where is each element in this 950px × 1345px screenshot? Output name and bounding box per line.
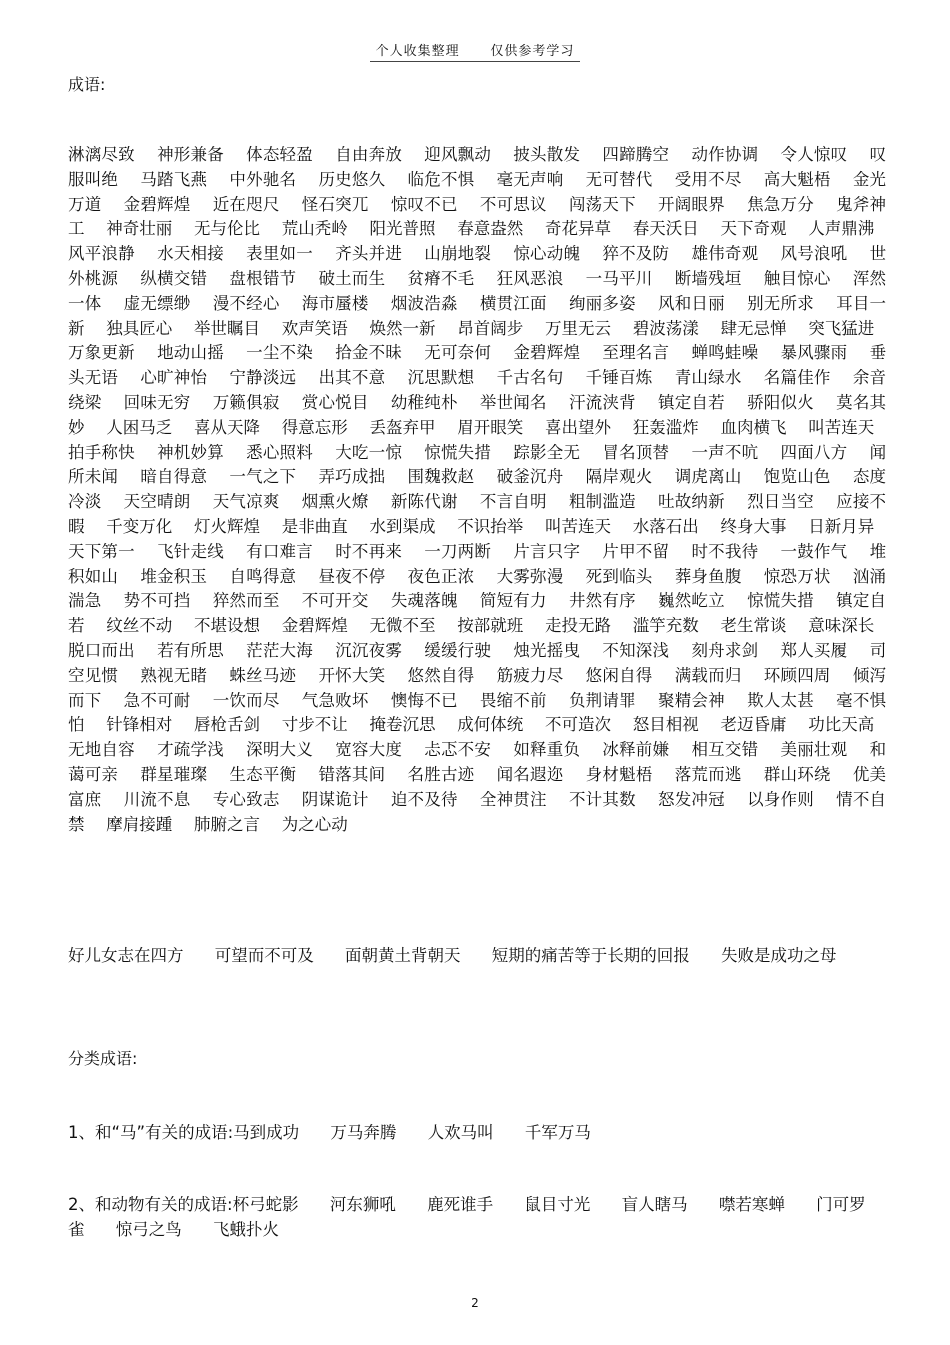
idiom: 受用不尽	[674, 169, 742, 189]
idiom: 纹丝不动	[106, 616, 173, 636]
idiom: 开怀大笑	[318, 665, 386, 685]
idiom: 粗制滥造	[568, 492, 636, 512]
idiom: 不知深浅	[602, 640, 670, 660]
category-idiom: 人欢马叫	[427, 1123, 494, 1142]
idiom: 悠闲自得	[585, 665, 653, 685]
idiom: 昂首阔步	[457, 318, 524, 338]
idiom: 眉开眼笑	[457, 417, 524, 437]
idiom: 功比天高	[808, 715, 875, 735]
idiom: 惊慌失措	[424, 442, 492, 462]
idiom: 不可开交	[301, 591, 369, 611]
idiom: 幼稚纯朴	[390, 392, 458, 412]
idiom: 自由奔放	[335, 145, 403, 164]
idiom: 水落石出	[632, 516, 699, 536]
idiom: 举世瞩目	[194, 318, 260, 338]
idiom: 毫无声响	[496, 169, 564, 189]
idiom: 意味深长	[808, 616, 875, 636]
idiom: 沉思默想	[407, 368, 475, 388]
idiom: 青山绿水	[674, 368, 742, 388]
idiom: 迫不及待	[390, 789, 458, 809]
idiom: 司空见惯	[68, 640, 887, 685]
idiom: 近在咫尺	[212, 194, 280, 214]
idiom: 终身大事	[720, 516, 787, 536]
idiom: 马踏飞燕	[140, 169, 208, 189]
idiom-list	[68, 143, 886, 837]
idiom: 日新月异	[808, 516, 875, 536]
idiom: 茫茫大海	[246, 640, 313, 660]
idiom: 围魏救赵	[407, 467, 475, 487]
idiom: 一刀两断	[424, 541, 492, 561]
idiom: 迎风飘动	[424, 145, 492, 164]
idiom: 时不我待	[691, 541, 759, 561]
saying: 面朝黄土背朝天	[345, 946, 461, 965]
idiom: 闻所未闻	[68, 442, 887, 487]
idiom: 以身作则	[747, 789, 814, 809]
idiom: 镇定自若	[68, 591, 887, 636]
idiom: 摩肩接踵	[106, 814, 173, 834]
idiom: 千锤百炼	[585, 368, 653, 388]
idiom: 千古名句	[496, 368, 564, 388]
idiom: 雄伟奇观	[691, 244, 759, 264]
idiom: 无可奈何	[424, 343, 492, 363]
idiom: 飞针走线	[157, 541, 224, 561]
idiom: 按部就班	[457, 616, 524, 636]
idiom: 环顾四周	[763, 665, 831, 685]
idiom: 不可造次	[545, 715, 611, 735]
idiom: 掩卷沉思	[369, 715, 436, 735]
category-idiom: 飞蛾扑火	[213, 1220, 279, 1239]
idiom: 势不可挡	[123, 591, 191, 611]
idiom: 负荆请罪	[568, 690, 636, 710]
idiom: 烟熏火燎	[301, 492, 369, 512]
idiom: 唇枪舌剑	[194, 715, 260, 735]
idiom: 刻舟求剑	[691, 640, 759, 660]
idiom: 惊慌失措	[747, 591, 814, 611]
idiom: 一鼓作气	[780, 541, 848, 561]
idiom: 拾金不昧	[335, 343, 403, 363]
idiom: 沉沉夜雾	[335, 640, 403, 660]
idiom: 宁静淡远	[229, 368, 297, 388]
idiom: 猝不及防	[602, 244, 670, 264]
idiom: 神奇壮丽	[106, 219, 173, 239]
idiom: 忐忑不安	[424, 740, 492, 760]
idiom: 专心致志	[212, 789, 280, 809]
idiom: 奇花异草	[545, 219, 611, 239]
category-label: 2、和动物有关的成语:	[68, 1195, 233, 1214]
idiom: 新陈代谢	[390, 492, 458, 512]
idiom: 老迈昏庸	[720, 715, 787, 735]
idiom: 不计其数	[568, 789, 636, 809]
idiom: 耳目一新	[68, 293, 887, 338]
idiom: 一气之下	[229, 467, 297, 487]
idiom: 漫不经心	[212, 293, 280, 313]
category-label: 1、和“马”有关的成语:	[68, 1123, 234, 1142]
idiom: 别无所求	[747, 293, 814, 313]
saying: 失败是成功之母	[721, 946, 837, 965]
idiom: 阳光普照	[369, 219, 436, 239]
category-idiom: 盲人瞎马	[621, 1195, 688, 1214]
idiom: 无可替代	[585, 169, 653, 189]
idiom: 叫苦连天	[808, 417, 875, 437]
idiom: 金光万道	[68, 169, 887, 214]
category-idiom: 千军万马	[524, 1123, 591, 1142]
section-title-idioms: 成语:	[68, 75, 106, 94]
idiom: 生态平衡	[229, 764, 297, 784]
idiom: 隔岸观火	[585, 467, 653, 487]
idiom: 万籁俱寂	[212, 392, 280, 412]
category-horse	[68, 1120, 886, 1145]
idiom: 不识抬举	[457, 516, 524, 536]
idiom: 金碧辉煌	[281, 616, 348, 636]
idiom: 余音绕梁	[68, 368, 887, 412]
idiom: 筋疲力尽	[496, 665, 564, 685]
category-idiom: 惊弓之鸟	[115, 1220, 182, 1239]
category-idiom: 杯弓蛇影	[232, 1195, 299, 1214]
idiom: 金碧辉煌	[123, 194, 191, 214]
idiom: 毫不惧怕	[68, 690, 887, 735]
idiom: 人声鼎沸	[808, 219, 875, 239]
idiom: 一饮而尽	[212, 690, 280, 710]
idiom: 死到临头	[585, 566, 653, 586]
idiom: 落荒而逃	[674, 764, 742, 784]
idiom: 吐故纳新	[658, 492, 725, 512]
idiom: 狂轰滥炸	[632, 417, 699, 437]
header-left: 个人收集整理	[375, 44, 460, 59]
idiom: 丢盔弃甲	[369, 417, 436, 437]
idiom: 欢声笑语	[281, 318, 348, 338]
idiom: 失魂落魄	[390, 591, 458, 611]
sayings-line	[68, 943, 886, 968]
idiom: 齐头并进	[335, 244, 403, 264]
idiom: 冰释前嫌	[602, 740, 670, 760]
idiom: 神机妙算	[157, 442, 224, 462]
idiom: 片言只字	[513, 541, 581, 561]
idiom: 片甲不留	[602, 541, 670, 561]
idiom: 冒名顶替	[602, 442, 670, 462]
idiom: 赏心悦目	[301, 392, 369, 412]
idiom: 纵横交错	[140, 268, 208, 288]
idiom: 披头散发	[513, 145, 581, 164]
idiom: 名篇佳作	[763, 368, 831, 388]
idiom: 惊心动魄	[513, 244, 581, 264]
idiom: 天空晴朗	[123, 492, 191, 512]
idiom: 成何体统	[457, 715, 524, 735]
page-number: 2	[471, 1296, 479, 1310]
idiom: 川流不息	[123, 789, 191, 809]
idiom: 脱口而出	[68, 640, 135, 660]
idiom: 万里无云	[545, 318, 611, 338]
idiom: 风和日丽	[658, 293, 725, 313]
idiom: 昼夜不停	[318, 566, 386, 586]
idiom: 踪影全无	[513, 442, 581, 462]
idiom: 回味无穷	[123, 392, 191, 412]
idiom: 一尘不染	[246, 343, 313, 363]
idiom: 不可思议	[479, 194, 547, 214]
idiom: 急不可耐	[123, 690, 191, 710]
idiom: 触目惊心	[763, 268, 831, 288]
idiom: 全神贯注	[479, 789, 547, 809]
idiom: 滥竽充数	[632, 616, 699, 636]
idiom: 缓缓行驶	[424, 640, 492, 660]
idiom: 天下奇观	[720, 219, 787, 239]
idiom: 淋漓尽致	[68, 145, 135, 164]
saying: 好儿女志在四方	[68, 946, 184, 965]
idiom: 万象更新	[68, 343, 135, 363]
category-idiom: 鼠目寸光	[524, 1195, 591, 1214]
idiom: 浑然一体	[68, 268, 887, 313]
idiom: 盘根错节	[229, 268, 297, 288]
idiom: 暴风骤雨	[780, 343, 848, 363]
idiom: 开阔眼界	[658, 194, 725, 214]
idiom: 深明大义	[246, 740, 313, 760]
idiom: 破釜沉舟	[496, 467, 564, 487]
idiom: 暗自得意	[140, 467, 208, 487]
idiom: 悉心照料	[246, 442, 313, 462]
saying: 短期的痛苦等于长期的回报	[491, 946, 690, 965]
idiom: 中外驰名	[229, 169, 297, 189]
idiom: 情不自禁	[68, 789, 887, 834]
idiom: 四蹄腾空	[602, 145, 670, 164]
idiom: 不言自明	[479, 492, 547, 512]
idiom: 怒目相视	[632, 715, 699, 735]
idiom: 破土而生	[318, 268, 386, 288]
idiom: 不堪设想	[194, 616, 260, 636]
idiom: 走投无路	[545, 616, 611, 636]
idiom: 出其不意	[318, 368, 386, 388]
idiom: 金碧辉煌	[513, 343, 581, 363]
category-idiom: 万马奔腾	[330, 1123, 397, 1142]
idiom: 调虎离山	[674, 467, 742, 487]
idiom: 针锋相对	[106, 715, 173, 735]
idiom: 猝然而至	[212, 591, 280, 611]
idiom: 拍手称快	[68, 442, 135, 462]
idiom: 宽容大度	[335, 740, 403, 760]
idiom: 血肉横飞	[720, 417, 787, 437]
idiom: 怪石突兀	[301, 194, 369, 214]
idiom: 有口难言	[246, 541, 313, 561]
idiom: 懊悔不已	[390, 690, 458, 710]
idiom: 汹涌湍急	[68, 566, 887, 611]
idiom: 和蔼可亲	[68, 740, 887, 784]
idiom: 突飞猛进	[808, 318, 875, 338]
idiom: 群山环绕	[763, 764, 831, 784]
idiom: 天气凉爽	[212, 492, 280, 512]
idiom: 四面八方	[780, 442, 848, 462]
idiom: 横贯江面	[479, 293, 547, 313]
idiom: 临危不惧	[407, 169, 475, 189]
idiom: 井然有序	[568, 591, 636, 611]
idiom: 气急败坏	[301, 690, 369, 710]
idiom: 怒发冲冠	[658, 789, 725, 809]
idiom: 烛光摇曳	[513, 640, 581, 660]
idiom: 饱览山色	[763, 467, 831, 487]
category-idiom: 门可罗雀	[68, 1195, 866, 1239]
category-idiom: 噤若寒蝉	[718, 1195, 785, 1214]
idiom: 名胜古迹	[407, 764, 475, 784]
idiom: 无微不至	[369, 616, 436, 636]
idiom: 惊恐万状	[763, 566, 831, 586]
idiom: 喜出望外	[545, 417, 611, 437]
idiom: 相互交错	[691, 740, 759, 760]
idiom: 断墙残垣	[674, 268, 742, 288]
idiom: 聚精会神	[658, 690, 725, 710]
idiom: 鬼斧神工	[68, 194, 887, 239]
idiom: 熟视无睹	[140, 665, 208, 685]
idiom: 一声不吭	[691, 442, 759, 462]
category-animals	[68, 1192, 886, 1242]
header-right: 仅供参考学习	[490, 44, 575, 59]
idiom: 时不再来	[335, 541, 403, 561]
idiom: 态度冷淡	[68, 467, 887, 512]
idiom: 风平浪静	[68, 244, 135, 264]
idiom: 老生常谈	[720, 616, 787, 636]
idiom: 烟波浩淼	[390, 293, 458, 313]
idiom: 弄巧成拙	[318, 467, 386, 487]
idiom: 莫名其妙	[68, 392, 887, 437]
idiom: 无地自容	[68, 740, 135, 760]
idiom: 堆金积玉	[140, 566, 208, 586]
idiom: 欺人太甚	[747, 690, 814, 710]
idiom: 错落其间	[318, 764, 386, 784]
category-idiom: 河东狮吼	[329, 1195, 396, 1214]
idiom: 阴谋诡计	[301, 789, 369, 809]
saying: 可望而不可及	[214, 946, 314, 965]
idiom: 狂风恶浪	[496, 268, 564, 288]
idiom: 堆积如山	[68, 541, 887, 586]
idiom: 心旷神怡	[140, 368, 208, 388]
idiom: 山崩地裂	[424, 244, 492, 264]
idiom: 无与伦比	[194, 219, 260, 239]
idiom: 千变万化	[106, 516, 173, 536]
page-header	[0, 40, 950, 62]
idiom: 一马平川	[585, 268, 653, 288]
idiom: 优美富庶	[68, 764, 887, 809]
idiom: 蛛丝马迹	[229, 665, 297, 685]
idiom: 自鸣得意	[229, 566, 297, 586]
idiom: 应接不暇	[68, 492, 887, 536]
section-title-categories: 分类成语:	[68, 1049, 138, 1068]
idiom: 惊叹不已	[390, 194, 458, 214]
idiom: 水天相接	[157, 244, 224, 264]
idiom: 水到渠成	[369, 516, 436, 536]
category-idiom: 鹿死谁手	[427, 1195, 494, 1214]
idiom: 海市蜃楼	[301, 293, 369, 313]
idiom: 春意盎然	[457, 219, 524, 239]
idiom: 表里如一	[246, 244, 313, 264]
idiom: 历史悠久	[318, 169, 386, 189]
idiom: 大吃一惊	[335, 442, 403, 462]
idiom: 葬身鱼腹	[674, 566, 742, 586]
idiom: 得意忘形	[281, 417, 348, 437]
idiom: 世外桃源	[68, 244, 887, 288]
idiom: 人困马乏	[106, 417, 173, 437]
idiom: 骄阳似火	[747, 392, 814, 412]
idiom: 美丽壮观	[780, 740, 848, 760]
idiom: 地动山摇	[157, 343, 224, 363]
idiom: 焦急万分	[747, 194, 814, 214]
idiom: 喜从天降	[194, 417, 260, 437]
idiom: 天下第一	[68, 541, 135, 561]
idiom: 烈日当空	[747, 492, 814, 512]
idiom: 悠然自得	[407, 665, 475, 685]
idiom: 夜色正浓	[407, 566, 475, 586]
idiom: 闻名遐迩	[496, 764, 564, 784]
idiom: 叫苦连天	[545, 516, 611, 536]
idiom: 郑人买履	[780, 640, 848, 660]
idiom: 大雾弥漫	[496, 566, 564, 586]
idiom: 贫瘠不毛	[407, 268, 475, 288]
idiom: 是非曲直	[281, 516, 348, 536]
idiom: 高大魁梧	[763, 169, 831, 189]
idiom: 焕然一新	[369, 318, 436, 338]
idiom: 春天沃日	[632, 219, 699, 239]
idiom: 肆无忌惮	[720, 318, 787, 338]
idiom: 独具匠心	[106, 318, 173, 338]
idiom: 畏缩不前	[479, 690, 547, 710]
idiom: 简短有力	[479, 591, 547, 611]
idiom: 风号浪吼	[780, 244, 848, 264]
category-idiom: 马到成功	[233, 1123, 300, 1142]
idiom: 巍然屹立	[658, 591, 725, 611]
idiom: 闯荡天下	[568, 194, 636, 214]
idiom: 若有所思	[157, 640, 224, 660]
idiom: 为之心动	[281, 814, 348, 834]
idiom: 蝉鸣蛙噪	[691, 343, 759, 363]
idiom: 至理名言	[602, 343, 670, 363]
idiom: 满载而归	[674, 665, 742, 685]
idiom: 群星璀璨	[140, 764, 208, 784]
idiom: 镇定自若	[658, 392, 725, 412]
idiom: 体态轻盈	[246, 145, 313, 164]
idiom: 肺腑之言	[194, 814, 260, 834]
idiom: 灯火辉煌	[194, 516, 260, 536]
idiom: 身材魁梧	[585, 764, 653, 784]
idiom: 垂头无语	[68, 343, 887, 388]
idiom: 虚无缥缈	[123, 293, 191, 313]
idiom: 倾泻而下	[68, 665, 887, 710]
idiom: 如释重负	[513, 740, 581, 760]
idiom: 令人惊叹	[780, 145, 848, 164]
idiom: 动作协调	[691, 145, 759, 164]
idiom: 才疏学浅	[157, 740, 224, 760]
idiom: 荒山秃岭	[281, 219, 348, 239]
idiom: 叹服叫绝	[68, 145, 887, 189]
idiom: 汗流浃背	[568, 392, 636, 412]
idiom: 举世闻名	[479, 392, 547, 412]
idiom: 寸步不让	[281, 715, 348, 735]
idiom: 神形兼备	[157, 145, 224, 164]
idiom: 碧波荡漾	[632, 318, 699, 338]
idiom: 绚丽多姿	[568, 293, 636, 313]
